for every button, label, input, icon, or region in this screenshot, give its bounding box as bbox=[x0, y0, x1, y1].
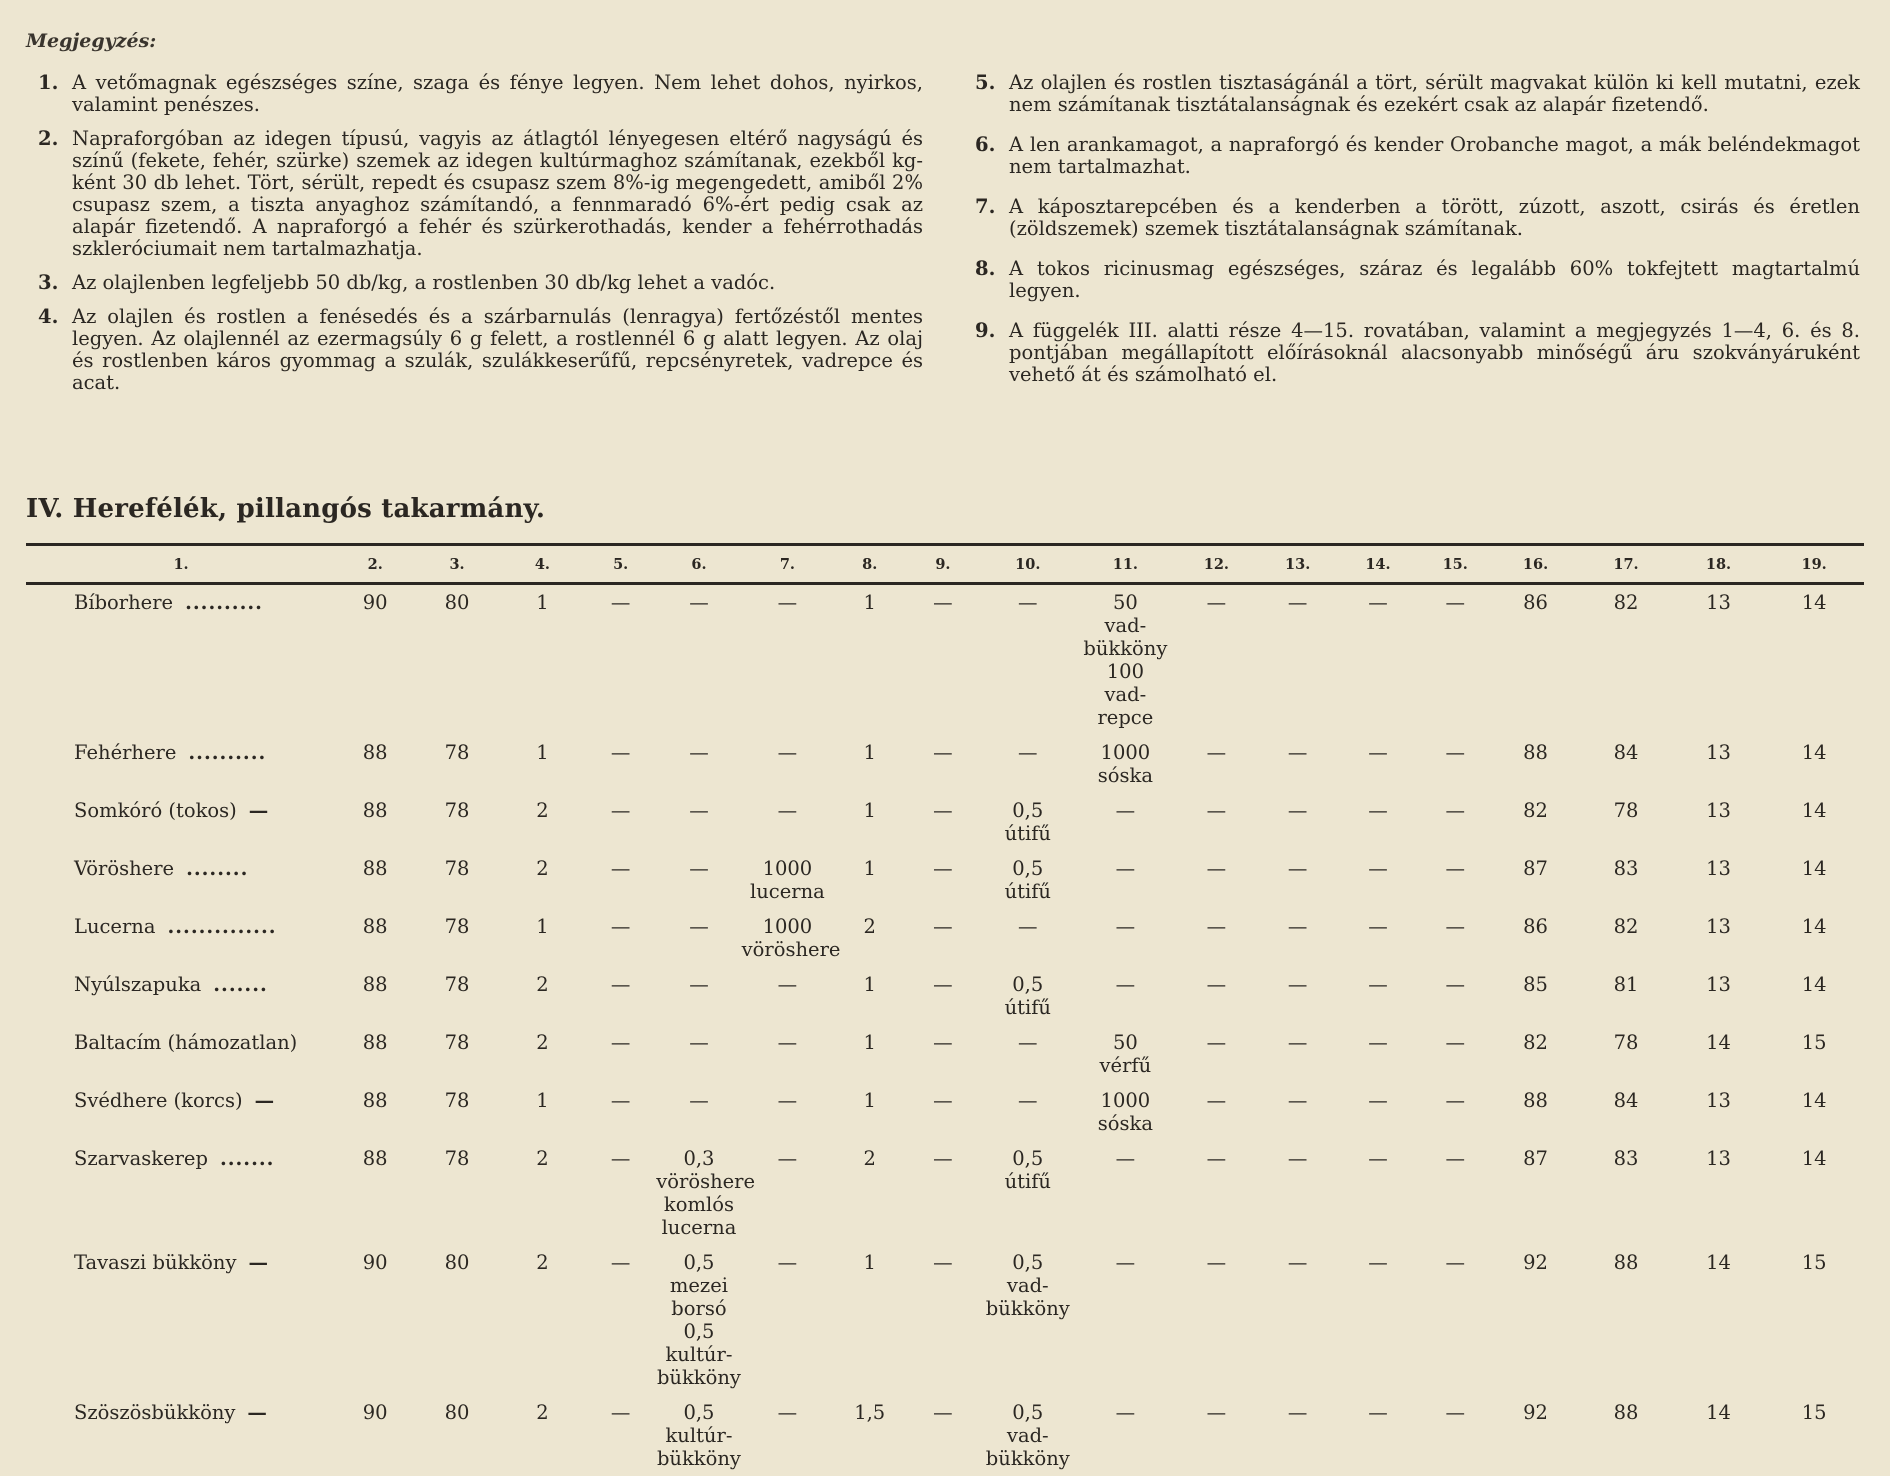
table-cell: — bbox=[1445, 1251, 1465, 1274]
table-cell: — bbox=[689, 973, 709, 996]
leader-dots: — bbox=[247, 1401, 268, 1424]
table-cell: 82 bbox=[1523, 1031, 1548, 1054]
leader-dots: — bbox=[254, 1089, 276, 1112]
table-cell: 0,5 vad- bükköny bbox=[985, 1401, 1070, 1470]
table-cell: — bbox=[1287, 1251, 1308, 1274]
note-text: Az olajlenben legfeljebb 50 db/kg, a rostlenben 30 db/kg lehet a vadóc. bbox=[72, 271, 776, 294]
table-cell: 88 bbox=[362, 1089, 388, 1112]
table-row bbox=[26, 909, 1864, 967]
plant-name: Somkóró (tokos) bbox=[74, 799, 237, 822]
column-header: 5. bbox=[613, 556, 629, 573]
leader-dots: ....... bbox=[219, 1147, 275, 1170]
table-cell: — bbox=[610, 591, 631, 614]
table-cell: — bbox=[1445, 857, 1465, 880]
table-cell: 78 bbox=[1613, 1031, 1639, 1054]
table-cell: — bbox=[1287, 915, 1308, 938]
note-text: A függelék III. alatti része 4—15. rovatában, valamint a megjegyzés 1—4, 6. és 8. pontjában megállapított előírásoknál alacsonyabb minőségű áru szokványáruként vehető át és számolható el. bbox=[1009, 319, 1860, 386]
table-cell: 2 bbox=[536, 1031, 549, 1054]
table-row bbox=[26, 585, 1864, 735]
table-cell: — bbox=[610, 857, 631, 880]
table-cell: — bbox=[689, 1089, 709, 1112]
note-item bbox=[975, 72, 1860, 116]
table-cell: 1000 vöröshere bbox=[741, 915, 841, 961]
table-cell: — bbox=[1115, 1251, 1136, 1274]
table-cell: 88 bbox=[362, 1147, 388, 1170]
table-cell: — bbox=[1287, 1401, 1308, 1424]
note-item bbox=[975, 320, 1860, 386]
note-number: 3. bbox=[38, 271, 59, 294]
table-cell: — bbox=[933, 973, 953, 996]
table-cell: — bbox=[1368, 1147, 1388, 1170]
table-cell: 87 bbox=[1523, 857, 1548, 880]
column-header: 7. bbox=[779, 556, 795, 573]
table-cell: — bbox=[610, 1147, 631, 1170]
table-cell: 87 bbox=[1523, 1147, 1548, 1170]
note-number: 8. bbox=[975, 257, 996, 280]
column-header: 10. bbox=[1015, 556, 1041, 573]
plant-name: Bíborhere bbox=[74, 591, 174, 614]
table-cell: — bbox=[689, 857, 709, 880]
table-cell: — bbox=[1287, 1031, 1308, 1054]
row-name-cell bbox=[26, 585, 336, 735]
table-cell: — bbox=[1115, 1147, 1136, 1170]
table-cell: — bbox=[1115, 1401, 1136, 1424]
table-cell: — bbox=[933, 1251, 953, 1274]
table-cell: 14 bbox=[1706, 1031, 1731, 1054]
table-cell: — bbox=[933, 591, 953, 614]
note-number: 7. bbox=[975, 195, 996, 218]
table-cell: — bbox=[610, 1401, 631, 1424]
table-cell: 80 bbox=[444, 1251, 470, 1274]
table-cell: — bbox=[610, 1089, 631, 1112]
table-cell: 92 bbox=[1523, 1401, 1548, 1424]
table-row bbox=[26, 1083, 1864, 1141]
leader-dots: ........ bbox=[186, 857, 249, 880]
table-cell: — bbox=[1018, 915, 1038, 938]
table-cell: 1 bbox=[536, 1089, 549, 1112]
table-cell: 0,5 útifű bbox=[1004, 799, 1051, 845]
table-cell: 78 bbox=[444, 799, 470, 822]
table-cell: 88 bbox=[362, 799, 388, 822]
row-name-cell bbox=[26, 1083, 336, 1141]
table-cell: — bbox=[777, 1089, 798, 1112]
table-cell: 88 bbox=[362, 741, 388, 764]
table-cell: — bbox=[1368, 973, 1388, 996]
column-header: 2. bbox=[367, 556, 383, 573]
seed-standards-table bbox=[26, 543, 1864, 1476]
table-cell: 1 bbox=[863, 1251, 876, 1274]
table-cell: — bbox=[1115, 857, 1136, 880]
table-row bbox=[26, 967, 1864, 1025]
column-header: 16. bbox=[1522, 556, 1549, 573]
table-header-row bbox=[26, 546, 1864, 582]
table-cell: 80 bbox=[444, 591, 470, 614]
note-item bbox=[975, 196, 1860, 240]
table-cell: 86 bbox=[1523, 915, 1548, 938]
table-cell: 13 bbox=[1706, 973, 1731, 996]
plant-name: Svédhere (korcs) bbox=[74, 1089, 243, 1112]
note-number: 9. bbox=[975, 319, 996, 342]
table-cell: 78 bbox=[1613, 799, 1639, 822]
column-header: 18. bbox=[1705, 556, 1732, 573]
notes-right-column bbox=[975, 72, 1860, 398]
table-cell: — bbox=[777, 1401, 798, 1424]
notes-left-column bbox=[38, 72, 923, 406]
table-cell: 14 bbox=[1801, 857, 1827, 880]
table-cell: — bbox=[933, 1401, 953, 1424]
table-cell: — bbox=[933, 799, 953, 822]
table-cell: — bbox=[1206, 1031, 1227, 1054]
table-cell: — bbox=[1368, 799, 1388, 822]
table-cell: 88 bbox=[362, 1031, 388, 1054]
table-cell: — bbox=[777, 741, 798, 764]
leader-dots: — bbox=[248, 799, 270, 822]
plant-name: Lucerna bbox=[74, 915, 156, 938]
table-cell: 50 vad- bükköny 100 vad- repce bbox=[1083, 591, 1168, 729]
table-cell: — bbox=[1368, 741, 1388, 764]
row-name-cell bbox=[26, 1395, 336, 1476]
table-cell: 2 bbox=[536, 973, 549, 996]
table-cell: 0,5 útifű bbox=[1004, 973, 1051, 1019]
table-cell: 1 bbox=[863, 741, 876, 764]
table-cell: 1 bbox=[863, 1089, 876, 1112]
table-cell: 14 bbox=[1801, 973, 1827, 996]
note-text: A káposztarepcében és a kenderben a törött, zúzott, aszott, csirás és éretlen (zöldszemek) szemek tisztátalanságnak számítanak. bbox=[1009, 195, 1860, 240]
section-title: IV. Herefélék, pillangós takarmány. bbox=[26, 494, 546, 524]
table-cell: 90 bbox=[362, 1251, 388, 1274]
table-cell: — bbox=[1018, 1089, 1038, 1112]
table-cell: 92 bbox=[1523, 1251, 1548, 1274]
table-cell: 88 bbox=[362, 973, 388, 996]
table-cell: 1 bbox=[536, 591, 549, 614]
table-cell: 84 bbox=[1613, 1089, 1639, 1112]
table-cell: 2 bbox=[863, 915, 876, 938]
table-cell: — bbox=[1206, 1089, 1227, 1112]
table-cell: 2 bbox=[536, 1401, 549, 1424]
table-cell: 15 bbox=[1801, 1251, 1827, 1274]
table-cell: 2 bbox=[863, 1147, 876, 1170]
table-cell: — bbox=[777, 591, 798, 614]
table-cell: 1 bbox=[863, 1031, 876, 1054]
table-cell: 14 bbox=[1801, 799, 1827, 822]
plant-name: Szarvaskerep bbox=[74, 1147, 208, 1170]
table-cell: 0,5 mezei borsó 0,5 kultúr- bükköny bbox=[656, 1251, 741, 1389]
table-cell: — bbox=[610, 1031, 631, 1054]
note-item bbox=[38, 272, 923, 294]
table-cell: 78 bbox=[444, 1031, 470, 1054]
table-cell: 88 bbox=[1613, 1251, 1639, 1274]
table-cell: 0,5 vad- bükköny bbox=[985, 1251, 1070, 1320]
table-cell: — bbox=[1445, 1401, 1465, 1424]
table-cell: 13 bbox=[1706, 915, 1731, 938]
note-number: 2. bbox=[38, 127, 59, 150]
note-text: Napraforgóban az idegen típusú, vagyis az átlagtól lényegesen eltérő nagyságú és színű (fekete, fehér, szürke) szemek az idegen kultúrmaghoz számítanak, ezekből kg-ként 30 db lehet. Tört, sérült, repedt és csupasz szem 8%-ig megengedett, amiből 2% csupasz szem, a tiszta anyaghoz számítandó, a fennmaradó 6%-ért pedig csak az alapár fizetendő. A napraforgó a fehér és szürkerothadás, kender a fehérrothadás szkleróciumait nem tartalmazhatja. bbox=[72, 127, 923, 260]
table-row bbox=[26, 1395, 1864, 1476]
row-name-cell bbox=[26, 1025, 336, 1083]
table-cell: 78 bbox=[444, 857, 470, 880]
leader-dots: ....... bbox=[213, 973, 268, 996]
table-cell: — bbox=[1206, 591, 1227, 614]
table-cell: — bbox=[1445, 973, 1465, 996]
table-cell: 2 bbox=[536, 799, 549, 822]
table-cell: 13 bbox=[1706, 741, 1731, 764]
table-cell: — bbox=[777, 1147, 798, 1170]
table-cell: 1000 sóska bbox=[1097, 1089, 1153, 1135]
table-cell: — bbox=[1287, 799, 1308, 822]
table-cell: 14 bbox=[1801, 741, 1827, 764]
notes-heading: Megjegyzés: bbox=[26, 30, 157, 52]
table-cell: — bbox=[1206, 1251, 1227, 1274]
table-cell: — bbox=[1206, 799, 1227, 822]
table-cell: 13 bbox=[1706, 857, 1731, 880]
table-cell: 1 bbox=[863, 591, 876, 614]
column-header: 1. bbox=[173, 556, 189, 573]
table-cell: 82 bbox=[1523, 799, 1548, 822]
table-cell: 13 bbox=[1706, 1147, 1731, 1170]
table-cell: 1000 lucerna bbox=[750, 857, 825, 903]
table-cell: 88 bbox=[1523, 741, 1548, 764]
column-header: 9. bbox=[935, 556, 951, 573]
note-text: A vetőmagnak egészséges színe, szaga és fénye legyen. Nem lehet dohos, nyirkos, valamint penészes. bbox=[72, 71, 923, 116]
table-cell: — bbox=[689, 799, 709, 822]
plant-name: Nyúlszapuka bbox=[74, 973, 202, 996]
plant-name: Szöszösbükköny bbox=[74, 1401, 236, 1424]
table-cell: — bbox=[1445, 915, 1465, 938]
table-cell: 2 bbox=[536, 1251, 549, 1274]
row-name-cell bbox=[26, 1245, 336, 1395]
column-header: 15. bbox=[1442, 556, 1468, 573]
table-cell: 0,5 útifű bbox=[1004, 857, 1051, 903]
table-cell: — bbox=[777, 973, 798, 996]
table-cell: 0,5 kultúr- bükköny bbox=[656, 1401, 741, 1470]
note-number: 6. bbox=[975, 133, 996, 156]
table-cell: 0,3 vöröshere komlós lucerna bbox=[656, 1147, 756, 1239]
note-text: Az olajlen és rostlen a fenésedés és a szárbarnulás (lenragya) fertőzéstől mentes legyen. Az olajlennél az ezermagsúly 6 g felett, a rostlennél 6 g alatt legyen. Az olaj és rostlenben káros gyommag a szulák, szulákkeserűfű, repcsényretek, vadrepce és acat. bbox=[72, 305, 923, 394]
table-cell: 14 bbox=[1801, 1147, 1827, 1170]
table-cell: — bbox=[1445, 741, 1465, 764]
table-cell: 81 bbox=[1613, 973, 1639, 996]
table-cell: 14 bbox=[1706, 1251, 1731, 1274]
table-row bbox=[26, 1025, 1864, 1083]
table-cell: 78 bbox=[444, 1089, 470, 1112]
table-cell: 88 bbox=[362, 857, 388, 880]
table-cell: — bbox=[777, 799, 798, 822]
table-row bbox=[26, 1141, 1864, 1245]
table-cell: — bbox=[1287, 741, 1308, 764]
note-text: A len arankamagot, a napraforgó és kender Orobanche magot, a mák beléndekmagot nem tartalmazhat. bbox=[1009, 133, 1860, 178]
table-cell: — bbox=[1206, 915, 1227, 938]
table-cell: 1000 sóska bbox=[1097, 741, 1153, 787]
column-header: 12. bbox=[1203, 556, 1229, 573]
table-cell: — bbox=[1115, 799, 1136, 822]
table-cell: — bbox=[1368, 1089, 1388, 1112]
note-item bbox=[38, 72, 923, 116]
table-row bbox=[26, 851, 1864, 909]
table-cell: 83 bbox=[1613, 857, 1639, 880]
table-cell: 15 bbox=[1801, 1401, 1827, 1424]
table-cell: 88 bbox=[1523, 1089, 1548, 1112]
table-cell: — bbox=[610, 1251, 631, 1274]
table-cell: 85 bbox=[1523, 973, 1548, 996]
table-cell: — bbox=[933, 857, 953, 880]
row-name-cell bbox=[26, 909, 336, 967]
note-number: 5. bbox=[975, 71, 996, 94]
table-cell: 84 bbox=[1613, 741, 1639, 764]
table-cell: 88 bbox=[362, 915, 388, 938]
table-cell: — bbox=[933, 1089, 953, 1112]
table-cell: — bbox=[777, 1031, 798, 1054]
table-cell: — bbox=[1368, 1251, 1388, 1274]
table-cell: 83 bbox=[1613, 1147, 1639, 1170]
note-item bbox=[38, 128, 923, 260]
table-row bbox=[26, 793, 1864, 851]
column-header: 19. bbox=[1801, 556, 1827, 573]
table-cell: — bbox=[933, 1147, 953, 1170]
table-cell: 82 bbox=[1613, 591, 1639, 614]
table-cell: 1 bbox=[536, 915, 549, 938]
table-cell: — bbox=[689, 591, 709, 614]
table-cell: — bbox=[1018, 1031, 1038, 1054]
note-item bbox=[38, 306, 923, 394]
table-row bbox=[26, 735, 1864, 793]
table-cell: — bbox=[689, 741, 709, 764]
plant-name: Baltacím (hámozatlan) bbox=[74, 1031, 298, 1054]
row-name-cell bbox=[26, 1141, 336, 1245]
table-cell: — bbox=[610, 973, 631, 996]
table-cell: 78 bbox=[444, 973, 470, 996]
table-cell: 1 bbox=[863, 973, 876, 996]
table-cell: — bbox=[1368, 915, 1388, 938]
table-cell: — bbox=[1445, 1089, 1465, 1112]
table-cell: — bbox=[1368, 591, 1388, 614]
column-header: 14. bbox=[1365, 556, 1391, 573]
table-cell: 1 bbox=[536, 741, 549, 764]
row-name-cell bbox=[26, 967, 336, 1025]
plant-name: Fehérhere bbox=[74, 741, 177, 764]
table-cell: 0,5 útifű bbox=[1004, 1147, 1051, 1193]
column-header: 13. bbox=[1285, 556, 1311, 573]
table-cell: 1,5 bbox=[854, 1401, 886, 1424]
table-cell: — bbox=[933, 915, 953, 938]
column-header: 8. bbox=[862, 556, 878, 573]
table-cell: — bbox=[1368, 1401, 1388, 1424]
leader-dots: .......... bbox=[185, 591, 263, 614]
note-text: Az olajlen és rostlen tisztaságánál a tört, sérült magvakat külön ki kell mutatni, ezek nem számítanak tisztátalanságnak és ezekért csak az alapár fizetendő. bbox=[1009, 71, 1860, 116]
column-header: 11. bbox=[1112, 556, 1138, 573]
table-cell: 13 bbox=[1706, 799, 1731, 822]
plant-name: Tavaszi bükköny bbox=[74, 1251, 237, 1274]
table-cell: 86 bbox=[1523, 591, 1548, 614]
table-cell: 78 bbox=[444, 741, 470, 764]
table-cell: — bbox=[689, 915, 709, 938]
table-cell: — bbox=[1287, 1089, 1308, 1112]
row-name-cell bbox=[26, 735, 336, 793]
column-header: 3. bbox=[449, 556, 465, 573]
column-header: 17. bbox=[1613, 556, 1639, 573]
table-cell: 82 bbox=[1613, 915, 1639, 938]
note-number: 4. bbox=[38, 305, 59, 328]
table-cell: — bbox=[1206, 1401, 1227, 1424]
note-text: A tokos ricinusmag egészséges, száraz és legalább 60% tokfejtett magtartalmú legyen. bbox=[1009, 257, 1860, 302]
table-cell: — bbox=[1287, 857, 1308, 880]
note-item bbox=[975, 258, 1860, 302]
table-cell: — bbox=[1115, 973, 1136, 996]
column-header: 4. bbox=[534, 556, 550, 573]
note-number: 1. bbox=[38, 71, 59, 94]
table-cell: — bbox=[777, 1251, 798, 1274]
table-cell: 1 bbox=[863, 799, 876, 822]
table-cell: — bbox=[1206, 857, 1227, 880]
table-cell: 15 bbox=[1801, 1031, 1827, 1054]
note-item bbox=[975, 134, 1860, 178]
table-cell: — bbox=[610, 799, 631, 822]
table-cell: 90 bbox=[362, 1401, 388, 1424]
row-name-cell bbox=[26, 793, 336, 851]
table-cell: 14 bbox=[1801, 1089, 1827, 1112]
table-cell: — bbox=[1445, 1147, 1465, 1170]
table-cell: — bbox=[1368, 857, 1388, 880]
table-cell: — bbox=[1445, 799, 1465, 822]
table-cell: 2 bbox=[536, 857, 549, 880]
table-cell: — bbox=[933, 741, 953, 764]
row-name-cell bbox=[26, 851, 336, 909]
plant-name: Vöröshere bbox=[74, 857, 175, 880]
table-cell: — bbox=[1287, 591, 1308, 614]
table-cell: 13 bbox=[1706, 591, 1731, 614]
table-cell: — bbox=[689, 1031, 709, 1054]
table-cell: — bbox=[1206, 1147, 1227, 1170]
table-cell: 14 bbox=[1801, 915, 1827, 938]
table-cell: — bbox=[1018, 591, 1038, 614]
table-cell: 50 vérfű bbox=[1099, 1031, 1152, 1077]
table-cell: — bbox=[1206, 973, 1227, 996]
leader-dots: — bbox=[248, 1251, 269, 1274]
table-cell: 2 bbox=[536, 1147, 549, 1170]
table-cell: 1 bbox=[863, 857, 876, 880]
table-cell: 13 bbox=[1706, 1089, 1731, 1112]
table-cell: 78 bbox=[444, 915, 470, 938]
table-cell: — bbox=[1018, 741, 1038, 764]
table-cell: 14 bbox=[1706, 1401, 1731, 1424]
table-cell: 78 bbox=[444, 1147, 470, 1170]
table-cell: 14 bbox=[1801, 591, 1827, 614]
table-cell: — bbox=[1206, 741, 1227, 764]
table-cell: 80 bbox=[444, 1401, 470, 1424]
table-cell: 90 bbox=[362, 591, 388, 614]
table-cell: — bbox=[1287, 1147, 1308, 1170]
table-row bbox=[26, 1245, 1864, 1395]
table-cell: — bbox=[933, 1031, 953, 1054]
leader-dots: .............. bbox=[167, 915, 277, 938]
table-cell: — bbox=[1445, 591, 1465, 614]
leader-dots: .......... bbox=[188, 741, 267, 764]
table-cell: — bbox=[1368, 1031, 1388, 1054]
column-header: 6. bbox=[691, 556, 707, 573]
table-cell: — bbox=[1287, 973, 1308, 996]
table-cell: — bbox=[610, 915, 631, 938]
table-cell: 88 bbox=[1613, 1401, 1639, 1424]
table-cell: — bbox=[610, 741, 631, 764]
table-cell: — bbox=[1445, 1031, 1465, 1054]
table-cell: — bbox=[1115, 915, 1136, 938]
